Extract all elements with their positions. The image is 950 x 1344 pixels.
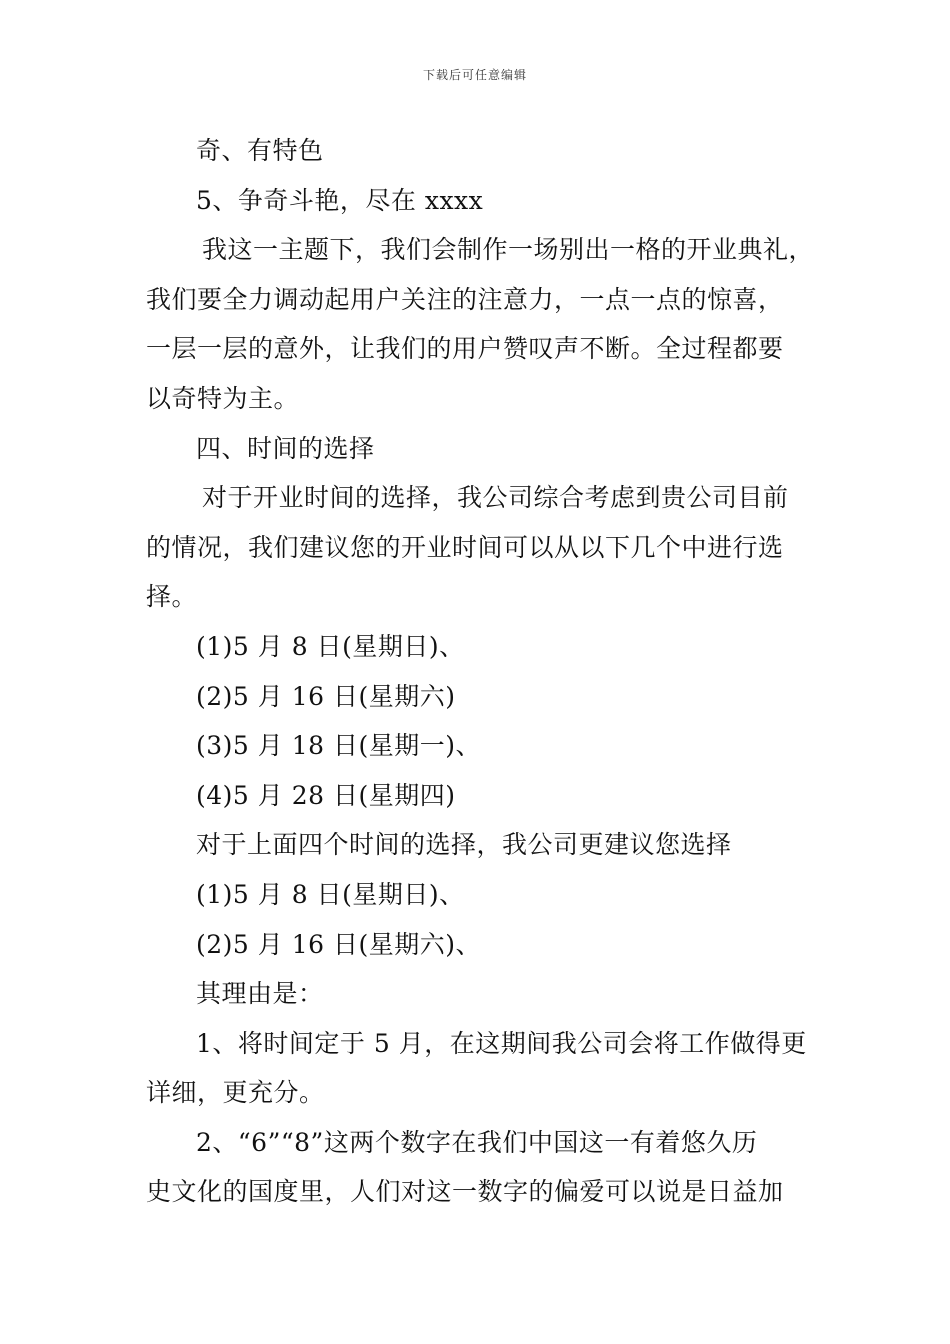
paragraph-line: 择。 [146,582,198,612]
document-body [146,126,826,1217]
paragraph-line: 的情况，我们建议您的开业时间可以从以下几个中进行选 [146,532,784,562]
paragraph-line: 2、“6”“8”这两个数字在我们中国这一有着悠久历 [196,1127,758,1157]
paragraph-line: 奇、有特色 [196,136,324,165]
paragraph-line: 对于开业时间的选择，我公司综合考虑到贵公司目前 [202,483,789,513]
paragraph-line: 5、争奇斗艳，尽在 xxxx [196,185,484,215]
list-item: (4)5 月 28 日(星期四) [196,780,456,810]
list-item: (2)5 月 16 日(星期六)、 [196,929,481,959]
paragraph-line: 以奇特为主。 [146,383,300,413]
list-item: (3)5 月 18 日(星期一)、 [196,731,481,761]
list-item: (1)5 月 8 日(星期日)、 [196,879,465,909]
page-header: 下载后可任意编辑 [422,68,527,82]
paragraph-line: 对于上面四个时间的选择，我公司更建议您选择 [196,830,732,860]
paragraph-line: 1、将时间定于 5 月，在这期间我公司会将工作做得更 [196,1028,807,1058]
paragraph-line: 史文化的国度里，人们对这一数字的偏爱可以说是日益加 [146,1177,784,1207]
section-heading: 四、时间的选择 [196,433,375,463]
list-item: (2)5 月 16 日(星期六) [196,681,456,711]
list-item: (1)5 月 8 日(星期日)、 [196,631,465,661]
paragraph-line: 我这一主题下，我们会制作一场别出一格的开业典礼， [202,235,815,265]
paragraph-line: 我们要全力调动起用户关注的注意力，一点一点的惊喜， [146,284,784,314]
paragraph-line: 详细，更充分。 [146,1078,325,1108]
paragraph-line: 一层一层的意外，让我们的用户赞叹声不断。全过程都要 [146,334,784,364]
paragraph-line: 其理由是： [196,979,324,1009]
